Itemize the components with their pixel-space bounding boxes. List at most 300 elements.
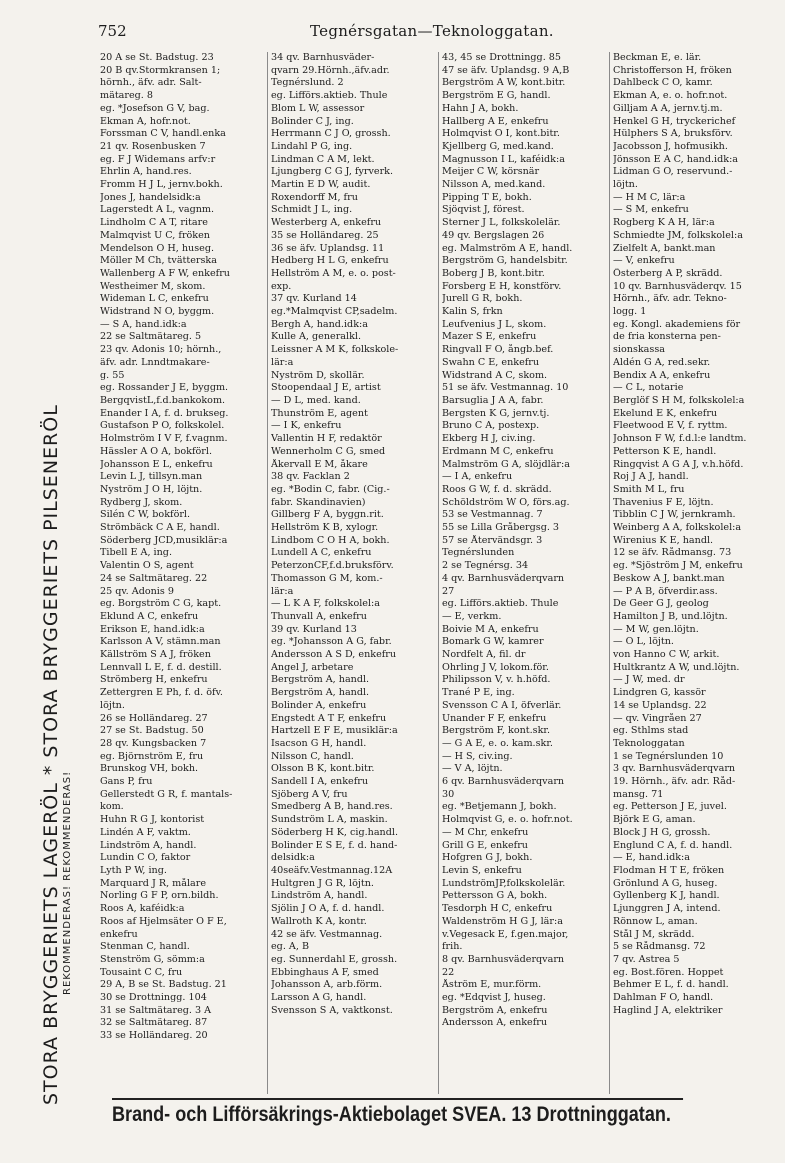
directory-entry: — V, enkefru <box>613 255 675 267</box>
directory-entry: Gillberg F A, byggn.rit. <box>271 509 384 521</box>
page-header <box>98 22 718 42</box>
directory-entry: Martin E D W, audit. <box>271 179 371 191</box>
directory-entry: Mendelson O H, huseg. <box>100 242 215 254</box>
directory-entry: lär:a <box>271 356 294 368</box>
directory-entry: Holmqvist G, e. o. hofr.not. <box>442 814 573 826</box>
directory-entry: äfv. adr. Lnndtmakare- <box>100 356 210 368</box>
directory-entry: Lennvall L E, f. d. destill. <box>100 661 222 673</box>
directory-entry: Holmqvist O I, kont.bitr. <box>442 128 560 140</box>
directory-entry: — H S, civ.ing. <box>442 750 513 762</box>
directory-entry: Norling G F P, orn.bildh. <box>100 890 219 902</box>
directory-entry: Ekman A, e. o. hofr.not. <box>613 90 728 102</box>
directory-entry: Bergsten K G, jernv.tj. <box>442 407 550 419</box>
directory-entry: 26 se Holländareg. 27 <box>100 712 208 724</box>
directory-entry: eg. Malmström A E, handl. <box>442 242 573 254</box>
directory-entry: eg. Rossander J E, byggm. <box>100 382 229 394</box>
directory-entry: 42 se äfv. Vestmannag. <box>271 928 383 940</box>
directory-entry: Rydberg J, skom. <box>100 496 183 508</box>
directory-entry: Lindström A, handl. <box>271 890 368 902</box>
directory-entry: Thavenius F E, löjtn. <box>613 496 714 508</box>
side-advertisement <box>0 55 95 1105</box>
directory-entry: Zielfelt A, bankt.man <box>613 242 716 254</box>
directory-entry: 4 qv. Barnhusväderqvarn <box>442 572 565 584</box>
directory-entry: Thunström E, agent <box>271 407 368 419</box>
directory-entry: 31 se Saltmätareg. 3 A <box>100 1004 212 1016</box>
directory-entry: eg. *Edqvist J, huseg. <box>442 992 546 1004</box>
page-number: 752 <box>98 22 127 40</box>
directory-entry: Sundström L A, maskin. <box>271 814 388 826</box>
directory-entry: Bergström A, handl. <box>271 674 370 686</box>
directory-entry: Nyström D, skollär. <box>271 369 365 381</box>
directory-entry: Andersson A S D, enkefru <box>271 649 397 661</box>
directory-entry: Lundin C O, faktor <box>100 852 191 864</box>
directory-entry: 2 se Tegnérsg. 34 <box>442 560 529 572</box>
directory-entry: Bolinder A, enkefru <box>271 699 367 711</box>
directory-entry: Unander F F, enkefru <box>442 712 547 724</box>
directory-entry: eg. *Johansson A G, fabr. <box>271 636 392 648</box>
directory-entry: Isacson G H, handl. <box>271 737 367 749</box>
directory-entry: Lundell A C, enkefru <box>271 547 372 559</box>
directory-entry: Leufvenius J L, skom. <box>442 318 547 330</box>
directory-entry: Berglöf S H M, folkskolel:a <box>613 394 745 406</box>
directory-entry: Holmström I V F, f.vagnm. <box>100 433 228 445</box>
directory-entry: Stenström G, sömm:a <box>100 953 205 965</box>
directory-entry: Stenman C, handl. <box>100 941 190 953</box>
directory-entry: Jurell G R, bokh. <box>442 293 523 305</box>
directory-entry: Nordfelt A, fil. dr <box>442 649 526 661</box>
directory-entry: eg. *Bodin C, fabr. (Cig.- <box>271 483 390 495</box>
directory-entry: kom. <box>100 801 124 813</box>
directory-entry: 34 qv. Barnhusväder- <box>271 52 375 63</box>
directory-entry: Philipsson V, v. h.höfd. <box>442 674 551 686</box>
directory-entry: — S A, hand.idk:a <box>100 318 187 330</box>
directory-entry: exp. <box>271 280 292 292</box>
directory-entry: Dahlman F O, handl. <box>613 992 714 1004</box>
directory-entry: delsidk:a <box>271 852 315 864</box>
directory-entry: Pipping T E, bokh. <box>442 191 532 203</box>
directory-entry: Ekberg H J, civ.ing. <box>442 433 536 445</box>
directory-entry: Zettergren E Ph, f. d. öfv. <box>100 687 223 699</box>
directory-entry: PeterzonCF,f.d.bruksförv. <box>271 560 394 572</box>
directory-entry: Bergström E G, handl. <box>442 90 551 102</box>
directory-entry: Teknologgatan <box>613 737 685 749</box>
directory-entry: — M W, gen.löjtn. <box>613 623 699 635</box>
directory-entry: Dahlbeck C O, kamr. <box>613 77 713 89</box>
directory-entry: Bolinder C J, ing. <box>271 115 354 127</box>
directory-entry: — S M, enkefru <box>613 204 689 216</box>
side-advertisement-text <box>40 55 80 1105</box>
directory-entry: Kulle A, generalkl. <box>271 331 362 343</box>
directory-entry: Gustafson P O, folkskolel. <box>100 420 225 432</box>
directory-entry: Roxendorff M, fru <box>271 191 358 203</box>
directory-entry: — J W, med. dr <box>613 674 685 686</box>
directory-entry: Henkel G H, tryckerichef <box>613 115 736 127</box>
directory-entry: Tegnérslund. 2 <box>271 77 344 89</box>
directory-entry: Larsson A G, handl. <box>271 992 367 1004</box>
directory-entry: Beckman E, e. lär. <box>613 52 702 63</box>
directory-entry: Bomark G W, kamrer <box>442 636 544 648</box>
directory-entry: Sandell I A, enkefru <box>271 776 369 788</box>
directory-entry: Meijer C W, körsnär <box>442 166 540 178</box>
directory-entry: LundströmJP,folkskolelär. <box>442 877 566 889</box>
directory-entry: — I K, enkefru <box>271 420 342 432</box>
directory-entry: Nilsson A, med.kand. <box>442 179 546 191</box>
directory-entry: Sjölin J O A, f. d. handl. <box>271 903 385 915</box>
directory-entry: Källström S A J, fröken <box>100 649 211 661</box>
directory-entry: Bergström A, enkefru <box>442 1004 548 1016</box>
directory-entry: Erdmann M C, enkefru <box>442 445 554 457</box>
directory-entry: Åkervall E M, åkare <box>271 458 368 470</box>
directory-entry: Bergh A, hand.idk:a <box>271 318 368 330</box>
directory-entry: eg. Bost.fören. Hoppet <box>613 966 724 978</box>
directory-entry: Lindholm C A T, ritare <box>100 217 208 229</box>
directory-entry: Lindbom C O H A, bokh. <box>271 534 390 546</box>
directory-entry: — O L, löjtn. <box>613 636 674 648</box>
directory-entry: eg. *Betjemann J, bokh. <box>442 801 557 813</box>
directory-entry: fabr. Skandinavien) <box>271 496 366 508</box>
directory-entry: Smith M L, fru <box>613 483 685 495</box>
directory-entry: Silén C W, bokförl. <box>100 509 191 521</box>
directory-entry: De Geer G J, geolog <box>613 598 709 610</box>
directory-entry: — C L, notarie <box>613 382 684 394</box>
directory-entry: v.Vegesack E, f.gen.major, <box>442 928 569 940</box>
directory-entry: Marquard J R, målare <box>100 877 207 889</box>
directory-entry: Lindahl P G, ing. <box>271 140 353 152</box>
directory-entry: logg. 1 <box>613 306 647 318</box>
directory-entry: eg. Sunnerdahl E, grossh. <box>271 953 398 965</box>
directory-entry: g. 55 <box>100 369 125 381</box>
directory-entry: Rönnow L, aman. <box>613 915 698 927</box>
directory-entry: Lindén A F, vaktm. <box>100 826 191 838</box>
directory-entry: mansg. 71 <box>613 788 664 800</box>
directory-entry: Fromm H J L, jernv.bokh. <box>100 179 223 191</box>
directory-entry: eg. Kongl. akademiens för <box>613 318 741 330</box>
directory-entry: Enander I A, f. d. brukseg. <box>100 407 229 419</box>
directory-column-2 <box>267 52 434 1094</box>
directory-entry: 40seäfv.Vestmannag.12A <box>271 865 393 876</box>
directory-entry: Stål J M, skrädd. <box>613 928 695 940</box>
directory-entry: Smedberg A B, hand.res. <box>271 801 393 813</box>
running-title: Tegnérsgatan—Teknologgatan. <box>310 22 554 40</box>
directory-entry: — M Chr, enkefru <box>442 826 529 838</box>
directory-entry: Gellerstedt G R, f. mantals- <box>100 788 233 800</box>
directory-entry: Widstrand N O, byggm. <box>100 306 215 318</box>
directory-entry: Hallberg A E, enkefru <box>442 115 549 127</box>
directory-entry: Hartzell E F E, musiklär:a <box>271 725 398 737</box>
directory-entry: 22 <box>442 966 455 978</box>
directory-entry: Svensson S A, vaktkonst. <box>271 1004 393 1016</box>
directory-entry: Lidman G O, reservund.- <box>613 166 733 178</box>
directory-entry: löjtn. <box>100 699 125 711</box>
directory-entry: Schöldström W O, förs.ag. <box>442 496 570 508</box>
directory-entry: Jones J, handelsidk:a <box>100 191 201 203</box>
directory-entry: Eklund A C, enkefru <box>100 610 199 622</box>
directory-entry: Hamilton J B, und.löjtn. <box>613 610 728 622</box>
directory-entry: — E, hand.idk:a <box>613 852 690 864</box>
directory-entry: hörnh., äfv. adr. Salt- <box>100 77 202 89</box>
directory-entry: 20 B qv.Stormkransen 1; <box>100 64 221 76</box>
directory-entry: Behmer E L, f. d. handl. <box>613 979 729 991</box>
directory-entry: Schmiedte JM, folkskolel:a <box>613 229 743 241</box>
directory-entry: 57 se Återvändsgr. 3 <box>442 534 543 546</box>
directory-entry: Bergström A, handl. <box>271 687 370 699</box>
directory-entry: Forsberg E H, konstförv. <box>442 280 562 292</box>
directory-entry: Flodman H T E, fröken <box>613 865 725 876</box>
directory-entry: eg.*Malmqvist CP,sadelm. <box>271 306 398 318</box>
directory-entry: eg. *Sjöström J M, enkefru <box>613 560 743 572</box>
directory-entry: Valentin O S, agent <box>100 560 194 572</box>
directory-entry: Lyth P W, ing. <box>100 865 167 876</box>
directory-entry: Ekman A, hofr.not. <box>100 115 191 127</box>
directory-entry: 53 se Vestmannag. 7 <box>442 509 543 521</box>
directory-entry: Roos A, kaféidk:a <box>100 903 185 915</box>
directory-entry: Kalin S, frkn <box>442 306 503 318</box>
directory-entry: Gilljam A A, jernv.tj.m. <box>613 102 723 114</box>
directory-entry: Westheimer M, skom. <box>100 280 206 292</box>
directory-entry: Tibell E A, ing. <box>100 547 172 559</box>
directory-entry: Lagerstedt A L, vagnm. <box>100 204 215 216</box>
side-advertisement-sub: REKOMMENDERAS! REKOMMENDERAS! <box>62 770 73 995</box>
directory-entry: Pettersson G A, bokh. <box>442 890 548 902</box>
directory-entry: Mazer S E, enkefru <box>442 331 537 343</box>
footer-advertisement: Brand- och Lifförsäkrings-Aktiebolaget SVEA. 13 Drottninggatan. <box>112 1098 683 1130</box>
directory-entry: Lindgren G, kassör <box>613 687 706 699</box>
directory-entry: Bolinder E S E, f. d. hand- <box>271 839 398 851</box>
directory-entry: Bruno C A, postexp. <box>442 420 540 432</box>
directory-entry: Nyström J O H, löjtn. <box>100 483 203 495</box>
directory-entry: 7 qv. Astrea 5 <box>613 953 680 965</box>
directory-entry: — P A B, öfverdir.ass. <box>613 585 718 597</box>
directory-entry: Waldenström H G J, lär:a <box>442 915 563 927</box>
directory-entry: Thunvall A, enkefru <box>271 610 367 622</box>
directory-entry: — I A, enkefru <box>442 471 513 483</box>
directory-entry: eg. *Josefson G V, bag. <box>100 102 210 114</box>
directory-entry: 38 qv. Facklan 2 <box>271 471 350 483</box>
directory-entry: Jacobsson J, hofmusikh. <box>613 140 728 152</box>
directory-entry: Westerberg A, enkefru <box>271 217 382 229</box>
directory-entry: Grönlund A G, huseg. <box>613 877 718 889</box>
directory-entry: Hülphers S A, bruksförv. <box>613 128 733 140</box>
directory-entry: Johnson F W, f.d.l:e landtm. <box>613 433 747 445</box>
directory-entry: Angel J, arbetare <box>271 661 354 673</box>
directory-entry: 37 qv. Kurland 14 <box>271 293 357 305</box>
side-advertisement-main: STORA BRYGGERIETS LAGERÖL * STORA BRYGGERIETS PILSENERÖL <box>40 404 62 1105</box>
directory-entry: 25 qv. Adonis 9 <box>100 585 174 597</box>
directory-entry: Hörnh., äfv. adr. Tekno- <box>613 293 727 305</box>
directory-entry: Åström E, mur.förm. <box>442 979 542 991</box>
directory-entry: Gyllenberg K J, handl. <box>613 890 720 902</box>
directory-entry: von Hanno C W, arkit. <box>613 649 720 661</box>
directory-entry: Johansson A, arb.förm. <box>271 979 383 991</box>
directory-entry: Strömberg H, enkefru <box>100 674 208 686</box>
directory-entry: Andersson A, enkefru <box>442 1017 548 1029</box>
directory-entry: 33 se Holländareg. 20 <box>100 1030 208 1042</box>
directory-entry: 47 se äfv. Uplandsg. 9 A,B <box>442 64 570 76</box>
directory-entry: 29 A, B se St. Badstug. 21 <box>100 979 227 991</box>
directory-entry: 8 qv. Barnhusväderqvarn <box>442 953 565 965</box>
directory-entry: 32 se Saltmätareg. 87 <box>100 1017 208 1029</box>
directory-entry: eg. Sthlms stad <box>613 725 689 737</box>
directory-entry: 14 se Uplandsg. 22 <box>613 699 707 711</box>
directory-entry: löjtn. <box>613 179 638 191</box>
directory-entry: Hofgren G J, bokh. <box>442 852 533 864</box>
directory-entry: Christofferson H, fröken <box>613 64 732 76</box>
directory-entry: Blom L W, assessor <box>271 102 365 114</box>
directory-entry: Boivie M A, enkefru <box>442 623 539 635</box>
directory-entry: Levin L J, tillsyn.man <box>100 471 203 483</box>
directory-entry: 28 qv. Kungsbacken 7 <box>100 737 207 749</box>
directory-entry: 1 se Tegnérslunden 10 <box>613 750 724 762</box>
directory-entry: Jönsson E A C, hand.idk:a <box>613 153 739 165</box>
directory-entry: Hahn J A, bokh. <box>442 102 519 114</box>
directory-entry: Ehrlin A, hand.res. <box>100 166 192 178</box>
directory-entry: Johansson E L, enkefru <box>100 458 213 470</box>
directory-entry: Huhn R G J, kontorist <box>100 814 205 826</box>
directory-entry: Svensson C A I, öfverlär. <box>442 699 562 711</box>
directory-entry: Bergström G, handelsbitr. <box>442 255 568 267</box>
directory-entry: 51 se äfv. Vestmannag. 10 <box>442 382 569 394</box>
directory-entry: Bergström F, kont.skr. <box>442 725 550 737</box>
directory-entry: Sterner J L, folkskolelär. <box>442 217 561 229</box>
directory-entry: enkefru <box>100 928 138 940</box>
directory-entry: 43, 45 se Drottningg. 85 <box>442 52 561 63</box>
directory-entry: eg. Lifförs.aktieb. Thule <box>442 598 559 610</box>
directory-entry: Sjöberg A V, fru <box>271 788 348 800</box>
directory-column-4 <box>609 52 776 1094</box>
directory-entry: Barsuglia J A A, fabr. <box>442 394 544 406</box>
directory-entry: Bendix A A, enkefru <box>613 369 711 381</box>
directory-entry: Tousaint C C, fru <box>100 966 183 978</box>
directory-entry: 6 qv. Barnhusväderqvarn <box>442 776 565 788</box>
directory-entry: Ebbinghaus A F, smed <box>271 966 379 978</box>
directory-entry: eg. Björnström E, fru <box>100 750 204 762</box>
directory-entry: sionskassa <box>613 344 665 356</box>
directory-entry: Rogberg K A H, lär:a <box>613 217 715 229</box>
directory-entry: eg. A, B <box>271 941 309 953</box>
directory-entry: Thomasson G M, kom.- <box>271 572 383 584</box>
directory-entry: Ohrling J V, lokom.för. <box>442 661 549 673</box>
directory-entry: — L K A F, folkskolel:a <box>271 598 381 610</box>
directory-entry: — V A, löjtn. <box>442 763 503 775</box>
directory-entry: Widstrand A C, skom. <box>442 369 548 381</box>
directory-entry: Nilsson C, handl. <box>271 750 354 762</box>
directory-entry: Erikson E, hand.idk:a <box>100 623 205 635</box>
directory-entry: Strömbäck C A E, handl. <box>100 522 220 534</box>
directory-columns <box>100 52 776 1094</box>
directory-entry: Stoopendaal J E, artist <box>271 382 381 394</box>
directory-entry: Levin S, enkefru <box>442 865 522 876</box>
directory-entry: Malmqvist U C, fröken <box>100 229 210 241</box>
directory-entry: Karlsson A V, stämn.man <box>100 636 221 648</box>
directory-entry: Hultkrantz A W, und.löjtn. <box>613 661 740 673</box>
directory-entry: — D L, med. kand. <box>271 394 361 406</box>
directory-entry: Tesdorph H C, enkefru <box>442 903 553 915</box>
directory-entry: Söderberg H K, cig.handl. <box>271 826 399 838</box>
directory-entry: 30 <box>442 788 455 800</box>
directory-entry: Hedberg H L G, enkefru <box>271 255 389 267</box>
directory-entry: Tibblin C J W, jernkramh. <box>613 509 736 521</box>
directory-entry: Swahn C E, enkefru <box>442 356 540 368</box>
directory-entry: 10 qv. Barnhusväderqv. 15 <box>613 280 742 292</box>
directory-entry: Ljungberg C G J, fyrverk. <box>271 166 394 178</box>
directory-entry: Beskow A J, bankt.man <box>613 572 725 584</box>
directory-entry: Ringqvist A G A J, v.h.höfd. <box>613 458 744 470</box>
directory-entry: 55 se Lilla Gråbergsg. 3 <box>442 522 560 534</box>
directory-entry: Weinberg A A, folkskolel:a <box>613 522 742 534</box>
directory-entry: Herrmann C J O, grossh. <box>271 128 391 140</box>
directory-entry: eg. Borgström C G, kapt. <box>100 598 222 610</box>
directory-entry: Ringvall F O, ångb.bef. <box>442 344 554 356</box>
directory-entry: Lindström A, handl. <box>100 839 197 851</box>
directory-entry: Forssman C V, handl.enka <box>100 128 226 140</box>
directory-entry: de fria konsterna pen- <box>613 331 721 343</box>
directory-entry: Aldén G A, red.sekr. <box>613 356 711 368</box>
directory-entry: 23 qv. Adonis 10; hörnh., <box>100 344 222 356</box>
directory-entry: Englund C A, f. d. handl. <box>613 839 733 851</box>
directory-entry: Schmidt J L, ing. <box>271 204 353 216</box>
directory-entry: Hässler A O A, bokförl. <box>100 445 212 457</box>
directory-entry: Roos af Hjelmsäter O F E, <box>100 915 227 927</box>
directory-entry: Hellström K B, xylogr. <box>271 522 379 534</box>
directory-entry: — H M C, lär:a <box>613 191 686 203</box>
directory-entry: Bergström A W, kont.bitr. <box>442 77 566 89</box>
directory-entry: Ekelund E K, enkefru <box>613 407 718 419</box>
directory-entry: 24 se Saltmätareg. 22 <box>100 572 208 584</box>
directory-entry: Möller M Ch, tvätterska <box>100 255 217 267</box>
directory-entry: 22 se Saltmätareg. 5 <box>100 331 202 343</box>
directory-entry: Haglind J A, elektriker <box>613 1004 723 1016</box>
directory-entry: 35 se Holländareg. 25 <box>271 229 379 241</box>
directory-entry: 12 se äfv. Rådmansg. 73 <box>613 547 732 559</box>
directory-entry: Brunskog VH, bokh. <box>100 763 199 775</box>
directory-entry: mätareg. 8 <box>100 90 153 102</box>
directory-entry: Petterson K E, handl. <box>613 445 717 457</box>
directory-entry: Wideman L C, enkefru <box>100 293 209 305</box>
directory-entry: Hultgren J G R, löjtn. <box>271 877 374 889</box>
directory-entry: Wallenberg A F W, enkefru <box>100 267 230 279</box>
directory-entry: Malmström G A, slöjdlär:a <box>442 458 570 470</box>
directory-entry: frih. <box>442 941 463 953</box>
directory-entry: Kjellberg G, med.kand. <box>442 140 554 152</box>
directory-entry: — G A E, e. o. kam.skr. <box>442 737 553 749</box>
directory-entry: Leissner A M K, folkskole- <box>271 344 399 356</box>
directory-entry: Wirenius K E, handl. <box>613 534 714 546</box>
directory-entry: 27 <box>442 585 455 597</box>
directory-entry: 19. Hörnh., äfv. adr. Råd- <box>613 776 736 788</box>
directory-entry: Fleetwood E V, f. ryttm. <box>613 420 728 432</box>
directory-entry: 20 A se St. Badstug. 23 <box>100 52 214 63</box>
directory-entry: Roj J A J, handl. <box>613 471 689 483</box>
directory-entry: Söderberg JCD,musiklär:a <box>100 534 228 546</box>
directory-entry: BergqvistL,f.d.bankokom. <box>100 394 226 406</box>
directory-entry: 5 se Rådmansg. 72 <box>613 941 706 953</box>
directory-entry: Ljunggren J A, intend. <box>613 903 721 915</box>
directory-entry: Hellström A M, e. o. post- <box>271 267 396 279</box>
directory-entry: 27 se St. Badstug. 50 <box>100 725 204 737</box>
directory-entry: Björk E G, aman. <box>613 814 696 826</box>
directory-entry: 49 qv. Bergslagen 26 <box>442 229 545 241</box>
directory-entry: — qv. Vingråen 27 <box>613 712 702 724</box>
directory-entry: 36 se äfv. Uplandsg. 11 <box>271 242 385 254</box>
directory-entry: lär:a <box>271 585 294 597</box>
directory-entry: Sjöqvist J, förest. <box>442 204 525 216</box>
directory-entry: Lindman C A M, lekt. <box>271 153 375 165</box>
directory-entry: eg. Lifförs.aktieb. Thule <box>271 90 388 102</box>
directory-entry: Boberg J B, kont.bitr. <box>442 267 545 279</box>
directory-entry: Wennerholm C G, smed <box>271 445 386 457</box>
directory-entry: Österberg A P, skrädd. <box>613 267 723 279</box>
directory-entry: Wallroth K A, kontr. <box>271 915 367 927</box>
